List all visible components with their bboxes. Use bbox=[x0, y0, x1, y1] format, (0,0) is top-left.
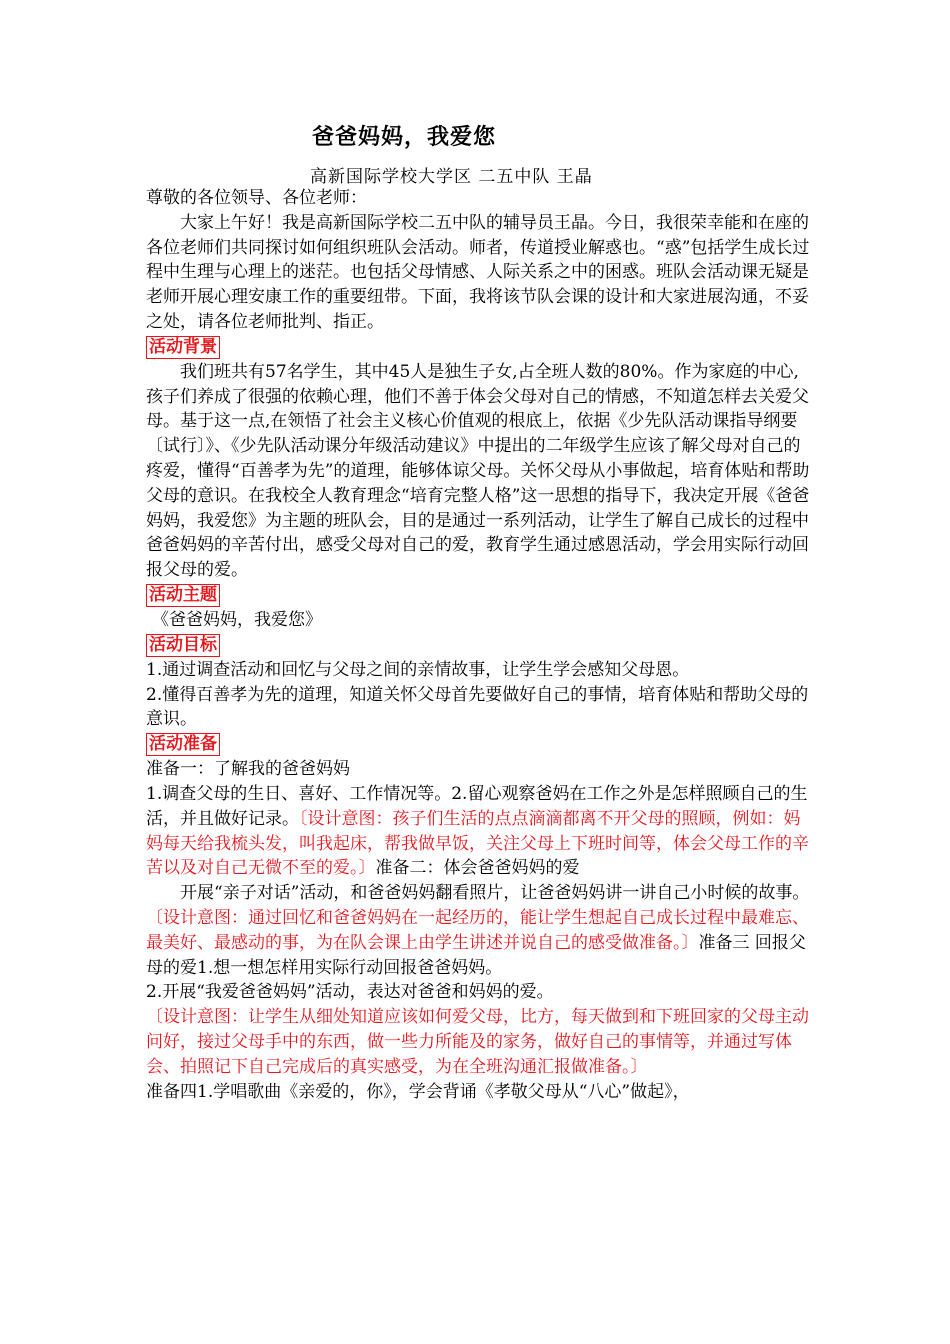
prep2-block bbox=[146, 906, 812, 980]
author-byline: 高新国际学校大学区 二五中队 王晶 bbox=[310, 167, 593, 187]
prep3-text-2: 2.开展“我爱爸爸妈妈”活动，表达对爸爸和妈妈的爱。 bbox=[146, 982, 554, 1003]
intro-paragraph: 大家上午好！我是高新国际学校二五中队的辅导员王晶。今日，我很荣幸能和在座的各位老师们共同探讨如何组织班队会活动。师者，传道授业解惑也。“惑”包括学生成长过程中生理与心理上的迷茫。也包括父母情感、人际关系之中的困惑。班队会活动课无疑是老师开展心理安康工作的重要纽带。下面，我将该节队会课的设计和大家进展沟通，不妥之处，请各位老师批判、指正。 bbox=[146, 212, 810, 332]
prep3-design-note: 〔设计意图：让学生从细处知道应该如何爱父母，比方，每天做到和下班回家的父母主动问好，接过父母手中的东西，做一些力所能及的家务，做好自己的事情等，并通过写体会、拍照记下自己完成后的真实感受，为在全班沟通汇报做准备。〕 bbox=[146, 1007, 809, 1077]
prep1-title: 准备一：了解我的爸爸妈妈 bbox=[146, 759, 350, 780]
prep2-text: 开展“亲子对话”活动，和爸爸妈妈翻看照片，让爸爸妈妈讲一讲自己小时候的故事。 bbox=[180, 883, 810, 904]
prep4-text: 1.学唱歌曲《亲爱的，你》，学会背诵《孝敬父母从“八心”做起》， bbox=[197, 1081, 690, 1102]
prep2-design-note: 〔设计意图：通过回忆和爸爸妈妈在一起经历的，能让学生想起自己成长过程中最难忘、最美好、最感动的事，为在队会课上由学生讲述并说自己的感受做准备。〕 bbox=[146, 907, 809, 953]
background-paragraph: 我们班共有57名学生，其中45人是独生子女,占全班人数的80%。作为家庭的中心,孩子们养成了很强的依赖心理，他们不善于体会父母对自己的情感，不知道怎样去关爱父母。基于这一点,在领悟了社会主义核心价值观的根底上，依据《少先队活动课指导纲要〔试行〕》、《少先队活动课分年级活动建议》中提出的二年级学生应该了解父母对自己的疼爱，懂得“百善孝为先”的道理，能够体谅父母。关怀父母从小事做起，培育体贴和帮助父母的意识。在我校全人教育理念“培育完整人格”这一思想的指导下，我决定开展《爸爸妈妈，我爱您》为主题的班队会，目的是通过一系列活动，让学生了解自己成长的过程中爸爸妈妈的辛苦付出，感受父母对自己的爱，教育学生通过感恩活动，学会用实际行动回报父母的爱。 bbox=[146, 361, 810, 581]
prep4-title: 准备四 bbox=[146, 1081, 197, 1102]
heading-prep: 活动准备 bbox=[146, 733, 220, 756]
prep3-title: 准备三 回报父母的爱 bbox=[146, 932, 806, 978]
theme-text: 《爸爸妈妈，我爱您》 bbox=[152, 609, 322, 630]
prep1-design-note: 〔设计意图：孩子们生活的点点滴滴都离不开父母的照顾，例如：妈妈每天给我梳头发，叫我起床，帮我做早饭，关注父母上下班时间等，体会父母工作的辛苦以及对自己无微不至的爱。〕 bbox=[146, 808, 809, 879]
prep4-block bbox=[146, 1080, 812, 1105]
prep1-block bbox=[146, 782, 812, 881]
heading-background: 活动背景 bbox=[146, 336, 220, 359]
document-title: 爸爸妈妈，我爱您 bbox=[312, 124, 497, 150]
goal-item-1: 1.通过调查活动和回忆与父母之间的亲情故事，让学生学会感知父母恩。 bbox=[146, 659, 690, 680]
goal-item-2: 2.懂得百善孝为先的道理，知道关怀父母首先要做好自己的事情，培育体贴和帮助父母的意识。 bbox=[146, 684, 809, 730]
heading-goals: 活动目标 bbox=[146, 634, 220, 657]
document-body bbox=[146, 186, 812, 1104]
heading-theme: 活动主题 bbox=[146, 584, 220, 607]
prep3-text-1: 1.想一想怎样用实际行动回报爸爸妈妈。 bbox=[197, 957, 503, 978]
prep1-text: 1.调查父母的生日、喜好、工作情况等。2.留心观察爸妈在工作之外是怎样照顾自己的生活，并且做好记录。 bbox=[146, 783, 808, 829]
prep2-title: 准备二：体会爸爸妈妈的爱 bbox=[375, 858, 580, 879]
greeting: 尊敬的各位领导、各位老师： bbox=[146, 188, 367, 208]
